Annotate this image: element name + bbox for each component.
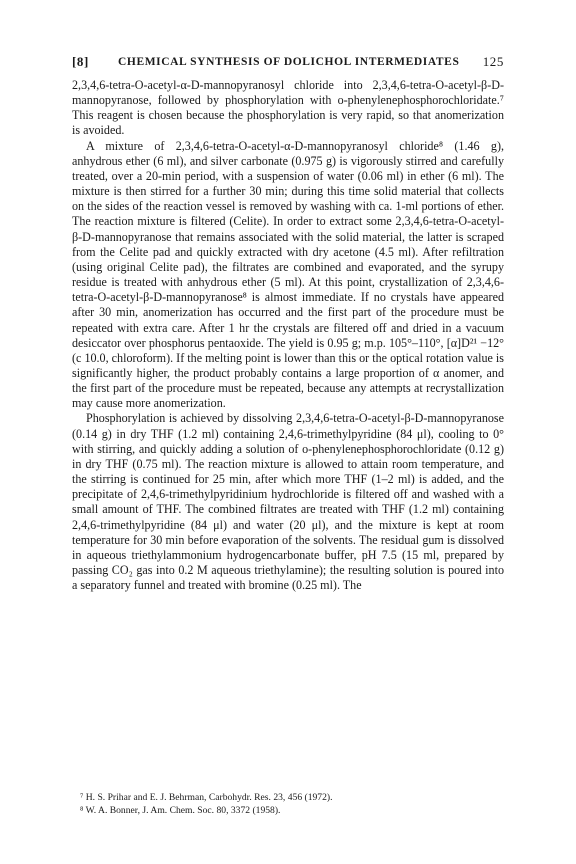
paragraph-1: 2,3,4,6-tetra-O-acetyl-α-D-mannopyranosyl chloride into 2,3,4,6-tetra-O-acetyl-β-D-mannopyranose, followed by phosphorylation with o-phenylenephosphorochloridate.⁷ This reagent is chosen because the phosphorylation is very rapid, so that anomerization is avoided.: [72, 78, 504, 138]
footnotes: [72, 792, 504, 817]
page-number: 125: [482, 54, 504, 69]
section-number: [8]: [72, 54, 89, 69]
footnote-8: ⁸ W. A. Bonner, J. Am. Chem. Soc. 80, 3372 (1958).: [80, 804, 281, 816]
footnote-7: ⁷ H. S. Prihar and E. J. Behrman, Carbohydr. Res. 23, 456 (1972).: [80, 792, 333, 803]
running-header: [72, 54, 504, 72]
paragraph-3: Phosphorylation is achieved by dissolving 2,3,4,6-tetra-O-acetyl-β-D-mannopyranose (0.14 g) in dry THF (1.2 ml) containing 2,4,6-trimethylpyridine (84 μl), cooling to 0° with stirring, and quickly adding a solution of o-phenylenephosphorochloridate (0.12 g) in dry THF (0.75 ml). The reaction mixture is allowed to attain room temperature, and the stirring is continued for 25 min, after which more THF (1–2 ml) is added, and the precipitate of 2,4,6-trimethylpyridinium hydrochloride is filtered off and washed with a small amount of THF. The combined filtrates are treated with THF (1.2 ml) containing 2,4,6-trimethylpyridine (84 μl) and water (20 μl), and the mixture is kept at room temperature for 30 min before evaporation of the solvents. The residual gum is dissolved in aqueous triethylammonium hydrogencarbonate buffer, pH 7.5 (15 ml, prepared by passing CO₂ gas into 0.2 M aqueous triethylamine); the resulting solution is poured into a separatory funnel and treated with bromine (0.25 ml). The: [72, 411, 504, 593]
body-text: [72, 78, 504, 593]
paragraph-2: A mixture of 2,3,4,6-tetra-O-acetyl-α-D-mannopyranosyl chloride⁸ (1.46 g), anhydrous ether (6 ml), and silver carbonate (0.975 g) is vigorously stirred and carefully treated, over a 20-min period, with a suspension of water (0.06 ml) in ether (6 ml). The mixture is then stirred for a further 30 min; during this time solid material that collects on the sides of the reaction vessel is removed by washing with ca. 1-ml portions of ether. The reaction mixture is filtered (Celite). In order to extract some 2,3,4,6-tetra-O-acetyl-β-D-mannopyranose that remains associated with the solid material, the latter is scraped from the Celite pad and quickly extracted with dry acetone (4.5 ml). After refiltration (using original Celite pad), the filtrates are combined and evaporated, and the syrupy residue is treated with anhydrous ether (5 ml). At this point, crystallization of 2,3,4,6-tetra-O-acetyl-β-D-mannopyranose⁸ is almost immediate. If no crystals have appeared after 30 min, anomerization has occurred and the first part of the procedure must be repeated with extra care. After 1 hr the crystals are filtered off and dried in a vacuum desiccator over phosphorus pentaoxide. The yield is 0.95 g; m.p. 105°–110°, [α]D²¹ −12° (c 10.0, chloroform). If the melting point is lower than this or the optical rotation value is significantly higher, the product probably contains a large proportion of α anomer, and the first part of the procedure must be repeated, because any attempts at recrystallization may cause more anomerization.: [72, 138, 504, 411]
running-title: CHEMICAL SYNTHESIS OF DOLICHOL INTERMEDIATES: [118, 56, 460, 68]
